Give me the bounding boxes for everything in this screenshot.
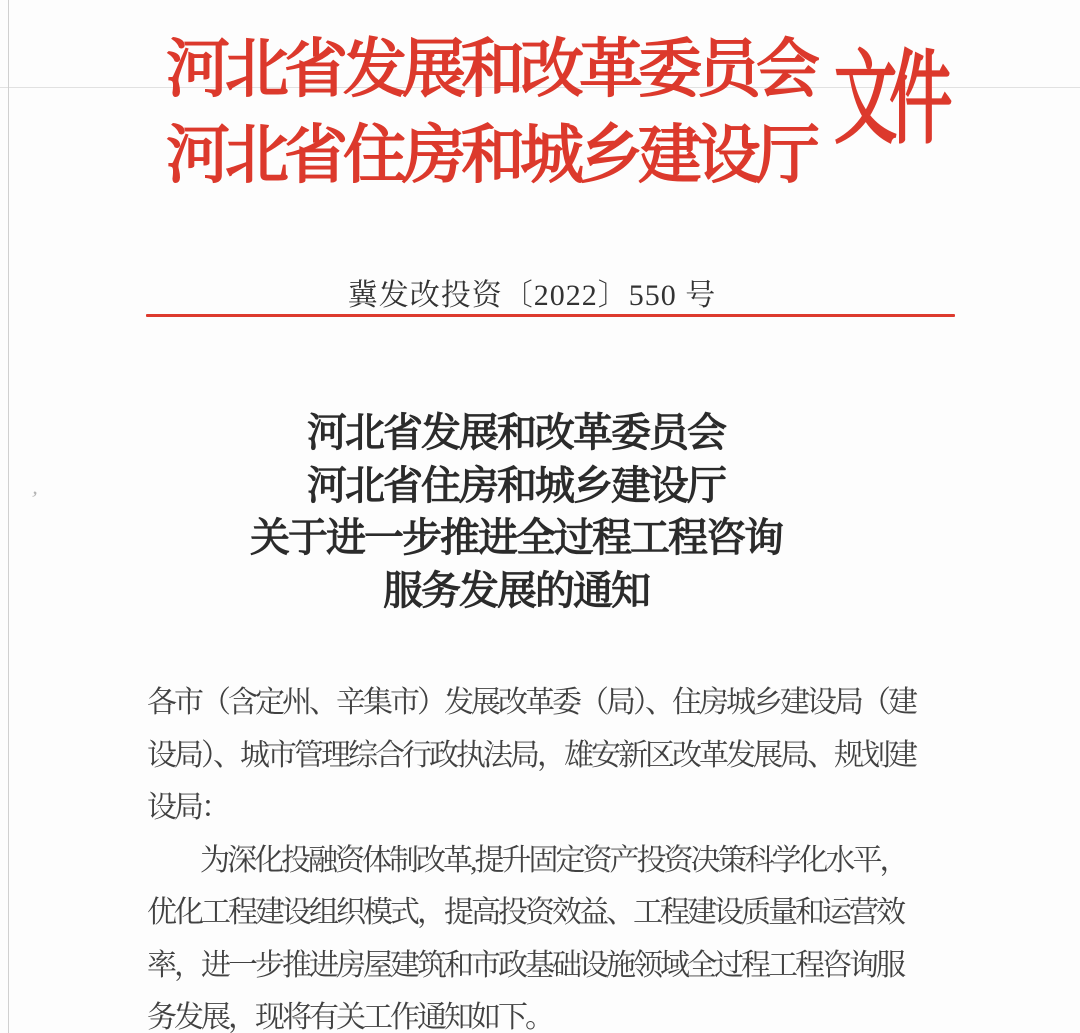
- org-name-line-1: 河北省发展和改革委员会: [166, 34, 815, 105]
- intro-paragraph: [147, 835, 915, 1033]
- body-line-4: 务发展，现将有关工作通知如下。: [147, 1001, 552, 1033]
- letterhead: [166, 27, 815, 199]
- org-name-line-2: 河北省住房和城乡建设厅: [166, 120, 815, 191]
- body-line-3: 率，进一步推进房屋建筑和市政基础设施领域全过程工程咨询服: [147, 948, 903, 982]
- document-body: [147, 677, 915, 1033]
- scan-speck: ʼ: [27, 485, 40, 512]
- recipient-line-2: 设局）、城市管理综合行政执法局，雄安新区改革发展局、规划建: [147, 738, 915, 772]
- title-line-1: 河北省发展和改革委员会: [307, 410, 725, 455]
- document-label: 文件: [834, 44, 945, 157]
- document-number: 冀发改投资〔2022〕550 号: [347, 279, 717, 312]
- body-line-1: 为深化投融资体制改革,提升固定资产投资决策科学化水平，: [200, 843, 907, 877]
- body-line-2: 优化工程建设组织模式，提高投资效益、工程建设质量和运营效: [147, 896, 903, 929]
- recipient-line-1: 各市（含定州、辛集市）发展改革委（局）、住房城乡建设局（建: [147, 686, 915, 719]
- title-line-2: 河北省住房和城乡建设厅: [307, 462, 725, 508]
- title-line-3: 关于进一步推进全过程工程咨询: [250, 515, 782, 560]
- recipients-paragraph: [147, 677, 915, 835]
- document-title: [0, 407, 1056, 617]
- red-divider-rule: [146, 314, 955, 317]
- recipient-line-3: 设局：: [147, 791, 228, 824]
- title-line-4: 服务发展的通知: [383, 567, 649, 613]
